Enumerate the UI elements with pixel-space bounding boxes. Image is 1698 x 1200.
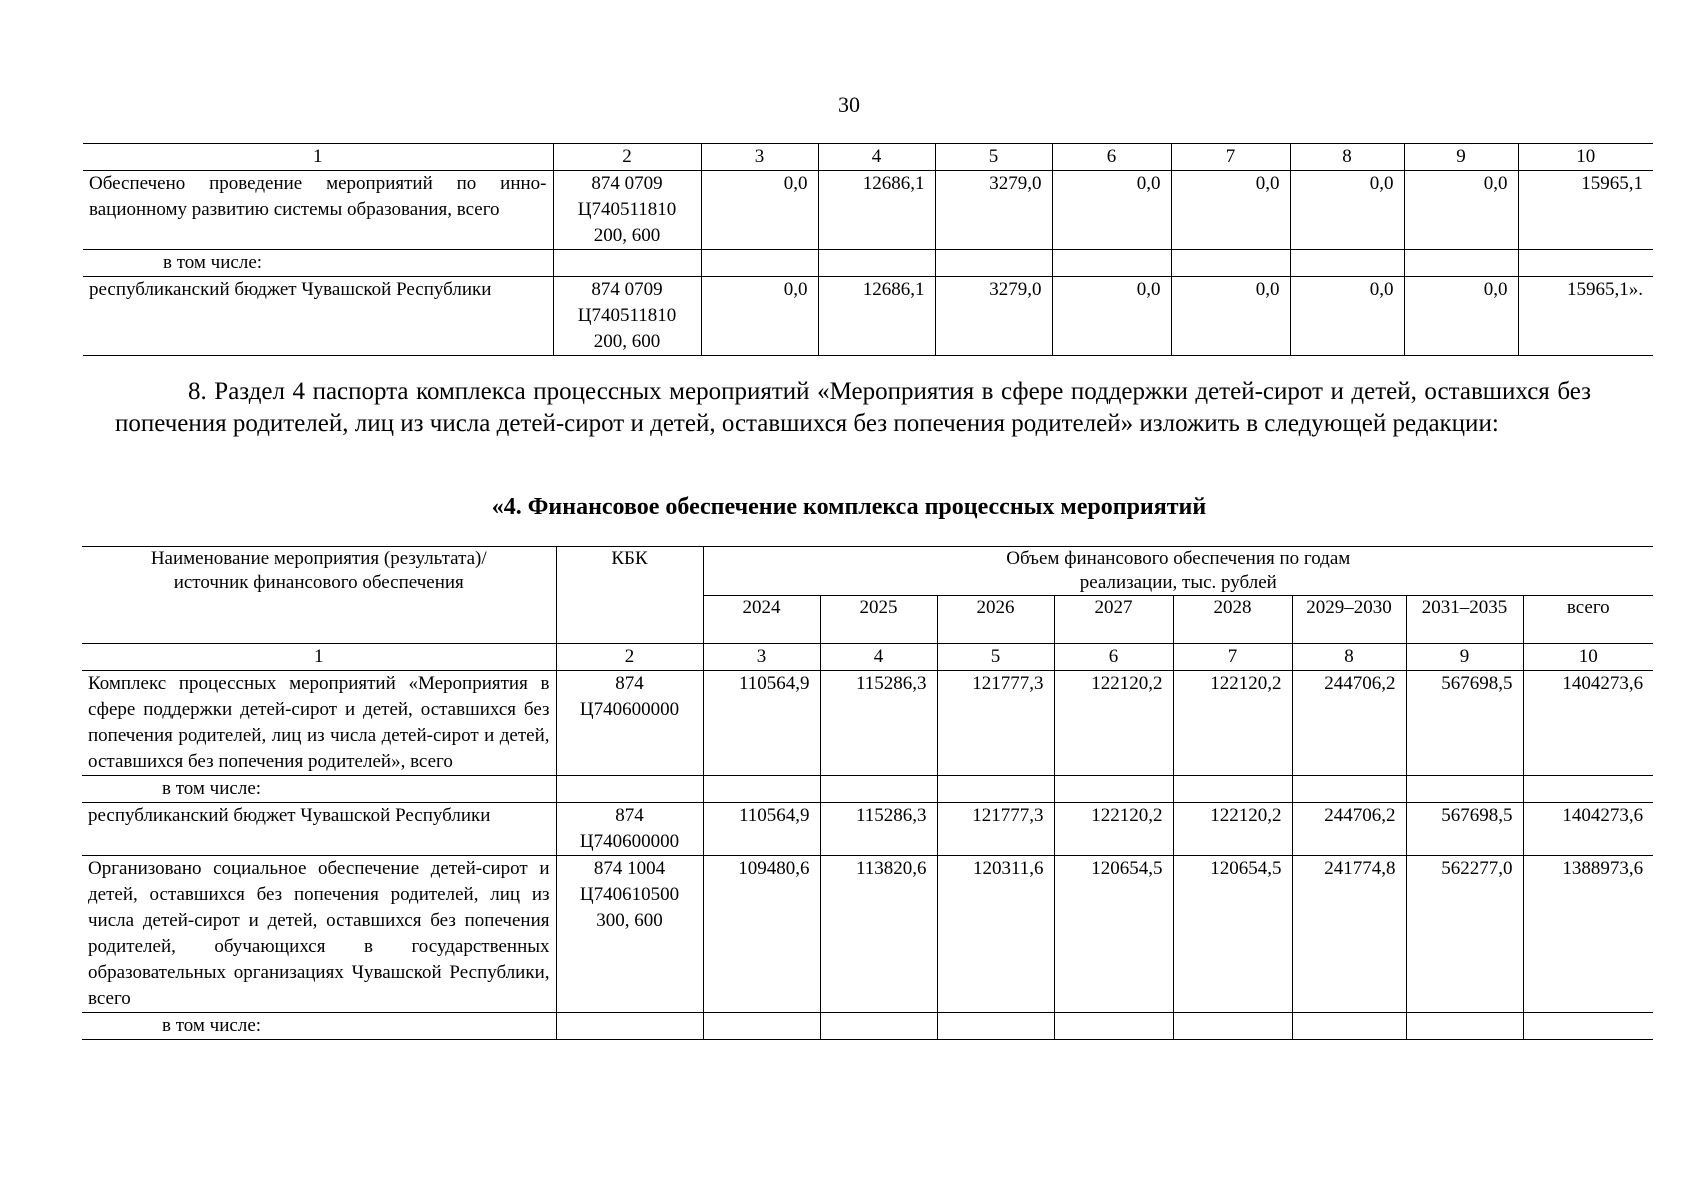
column-number: 5	[935, 144, 1052, 171]
column-number: 3	[703, 644, 820, 671]
column-number: 7	[1173, 644, 1292, 671]
row-value	[703, 1013, 820, 1040]
row-kbk	[556, 776, 703, 803]
row-value: 0,0	[1052, 171, 1171, 250]
row-value: 0,0	[1404, 277, 1518, 356]
row-value: 0,0	[701, 277, 818, 356]
kbk-line: Ц740600000	[579, 831, 680, 852]
row-value	[1054, 1013, 1173, 1040]
row-name: республиканский бюджет Чувашской Республики	[82, 803, 556, 856]
row-value: 115286,3	[820, 671, 937, 776]
column-number: 10	[1523, 644, 1653, 671]
header-year: 2031–2035	[1406, 596, 1523, 644]
row-value: 120311,6	[937, 856, 1054, 1013]
table-row	[83, 250, 1653, 277]
row-value: 120654,5	[1054, 856, 1173, 1013]
kbk-line: 200, 600	[593, 331, 661, 352]
row-value	[937, 1013, 1054, 1040]
table-row	[82, 1013, 1653, 1040]
header-kbk: КБК	[556, 547, 703, 644]
row-value: 244706,2	[1292, 671, 1406, 776]
amendment-paragraph: 8. Раздел 4 паспорта комплекса процессных мероприятий «Мероприятия в сфере поддержки детей-сирот и детей, оставшихся без попечения родителей, лиц из числа детей-сирот и детей, оставшихся без попечения родителей» изложить в следующей редакции:	[115, 378, 1591, 437]
row-value	[935, 250, 1052, 277]
row-name: Обеспечено проведение мероприятий по инно-вационному развитию системы образования, всего	[83, 171, 553, 250]
column-number-row	[83, 144, 1653, 171]
row-value	[820, 776, 937, 803]
kbk-line: 200, 600	[593, 225, 661, 246]
row-name: Комплекс процессных мероприятий «Мероприятия в сфере поддержки детей-сирот и детей, оставшихся без попечения родителей, лиц из числа детей-сирот и детей, оставшихся без попечения родителей», всего	[82, 671, 556, 776]
row-kbk	[553, 171, 701, 250]
header-volume: Объем финансового обеспечения по годам реализации, тыс. рублей	[703, 547, 1653, 596]
row-value: 122120,2	[1054, 671, 1173, 776]
row-value: 0,0	[1171, 277, 1290, 356]
table-row	[82, 776, 1653, 803]
row-value: 567698,5	[1406, 803, 1523, 856]
row-value	[1406, 776, 1523, 803]
column-number: 9	[1404, 144, 1518, 171]
row-value: 0,0	[1052, 277, 1171, 356]
row-value	[1404, 250, 1518, 277]
column-number: 1	[83, 144, 553, 171]
row-value	[1173, 776, 1292, 803]
row-value: 12686,1	[818, 171, 935, 250]
kbk-line: 874	[615, 805, 644, 826]
section-heading: «4. Финансовое обеспечение комплекса процессных мероприятий	[491, 494, 1207, 520]
kbk-line: 874 1004	[593, 858, 666, 879]
column-number: 7	[1171, 144, 1290, 171]
table-row	[83, 277, 1653, 356]
row-value: 0,0	[1290, 277, 1404, 356]
row-value	[1518, 250, 1653, 277]
row-value	[818, 250, 935, 277]
row-value	[1292, 1013, 1406, 1040]
row-value: 120654,5	[1173, 856, 1292, 1013]
header-year: всего	[1523, 596, 1653, 644]
column-number: 2	[553, 144, 701, 171]
row-kbk	[556, 803, 703, 856]
row-name: в том числе:	[83, 250, 553, 277]
row-value: 109480,6	[703, 856, 820, 1013]
row-value	[1054, 776, 1173, 803]
row-name: республиканский бюджет Чувашской Республики	[83, 277, 553, 356]
row-value: 110564,9	[703, 671, 820, 776]
row-value	[1052, 250, 1171, 277]
header-year: 2027	[1054, 596, 1173, 644]
row-name: в том числе:	[82, 776, 556, 803]
column-number: 6	[1054, 644, 1173, 671]
row-value	[820, 1013, 937, 1040]
row-value: 15965,1».	[1518, 277, 1653, 356]
row-value	[1406, 1013, 1523, 1040]
row-value	[1171, 250, 1290, 277]
header-year: 2025	[820, 596, 937, 644]
row-value: 121777,3	[937, 803, 1054, 856]
header-year: 2026	[937, 596, 1054, 644]
row-value: 0,0	[1171, 171, 1290, 250]
row-value: 115286,3	[820, 803, 937, 856]
row-value: 241774,8	[1292, 856, 1406, 1013]
header-year: 2029–2030	[1292, 596, 1406, 644]
row-value	[1523, 1013, 1653, 1040]
column-number: 3	[701, 144, 818, 171]
kbk-line: Ц740610500	[579, 884, 680, 905]
row-value: 3279,0	[935, 171, 1052, 250]
row-kbk	[556, 671, 703, 776]
column-number-row	[82, 644, 1653, 671]
header-year: 2024	[703, 596, 820, 644]
column-number: 5	[937, 644, 1054, 671]
row-value: 0,0	[1290, 171, 1404, 250]
row-value: 567698,5	[1406, 671, 1523, 776]
row-kbk	[553, 277, 701, 356]
column-number: 1	[82, 644, 556, 671]
column-number: 8	[1290, 144, 1404, 171]
table-financing	[82, 546, 1653, 1040]
row-value: 122120,2	[1173, 803, 1292, 856]
row-value	[1173, 1013, 1292, 1040]
row-value: 0,0	[701, 171, 818, 250]
row-value	[701, 250, 818, 277]
column-number: 2	[556, 644, 703, 671]
kbk-line: 874	[615, 673, 644, 694]
column-number: 8	[1292, 644, 1406, 671]
table-row	[82, 671, 1653, 776]
column-number: 4	[818, 144, 935, 171]
column-number: 10	[1518, 144, 1653, 171]
row-kbk	[553, 250, 701, 277]
row-value	[703, 776, 820, 803]
row-value	[937, 776, 1054, 803]
kbk-line: 300, 600	[596, 910, 663, 931]
table-row	[82, 856, 1653, 1013]
row-value: 113820,6	[820, 856, 937, 1013]
row-value: 121777,3	[937, 671, 1054, 776]
row-value: 244706,2	[1292, 803, 1406, 856]
table-financing-continuation	[83, 143, 1653, 356]
row-value: 110564,9	[703, 803, 820, 856]
table-row	[82, 803, 1653, 856]
row-value	[1523, 776, 1653, 803]
header-year: 2028	[1173, 596, 1292, 644]
row-value	[1290, 250, 1404, 277]
row-value: 122120,2	[1173, 671, 1292, 776]
row-value: 562277,0	[1406, 856, 1523, 1013]
row-value: 1388973,6	[1523, 856, 1653, 1013]
row-value: 15965,1	[1518, 171, 1653, 250]
row-value: 0,0	[1404, 171, 1518, 250]
row-value: 12686,1	[818, 277, 935, 356]
row-value: 1404273,6	[1523, 803, 1653, 856]
kbk-line: Ц740600000	[579, 699, 680, 720]
header-name: Наименование мероприятия (результата)/источник финансового обеспечения	[82, 547, 556, 644]
column-number: 6	[1052, 144, 1171, 171]
kbk-line: Ц740511810	[577, 199, 677, 220]
column-number: 9	[1406, 644, 1523, 671]
row-name: Организовано социальное обеспечение детей-сирот и детей, оставшихся без попечения родителей, лиц из числа детей-сирот и детей, оставшихся без попечения родителей, обучающихся в государственных образовательных организациях Чувашской Республики, всего	[82, 856, 556, 1013]
row-kbk	[556, 1013, 703, 1040]
row-value: 122120,2	[1054, 803, 1173, 856]
table-row	[83, 171, 1653, 250]
row-value	[1292, 776, 1406, 803]
row-value: 1404273,6	[1523, 671, 1653, 776]
kbk-line: Ц740511810	[577, 305, 677, 326]
row-kbk	[556, 856, 703, 1013]
page-number: 30	[838, 92, 860, 117]
column-number: 4	[820, 644, 937, 671]
row-name: в том числе:	[82, 1013, 556, 1040]
kbk-line: 874 0709	[591, 279, 663, 300]
kbk-line: 874 0709	[591, 173, 663, 194]
row-value: 3279,0	[935, 277, 1052, 356]
